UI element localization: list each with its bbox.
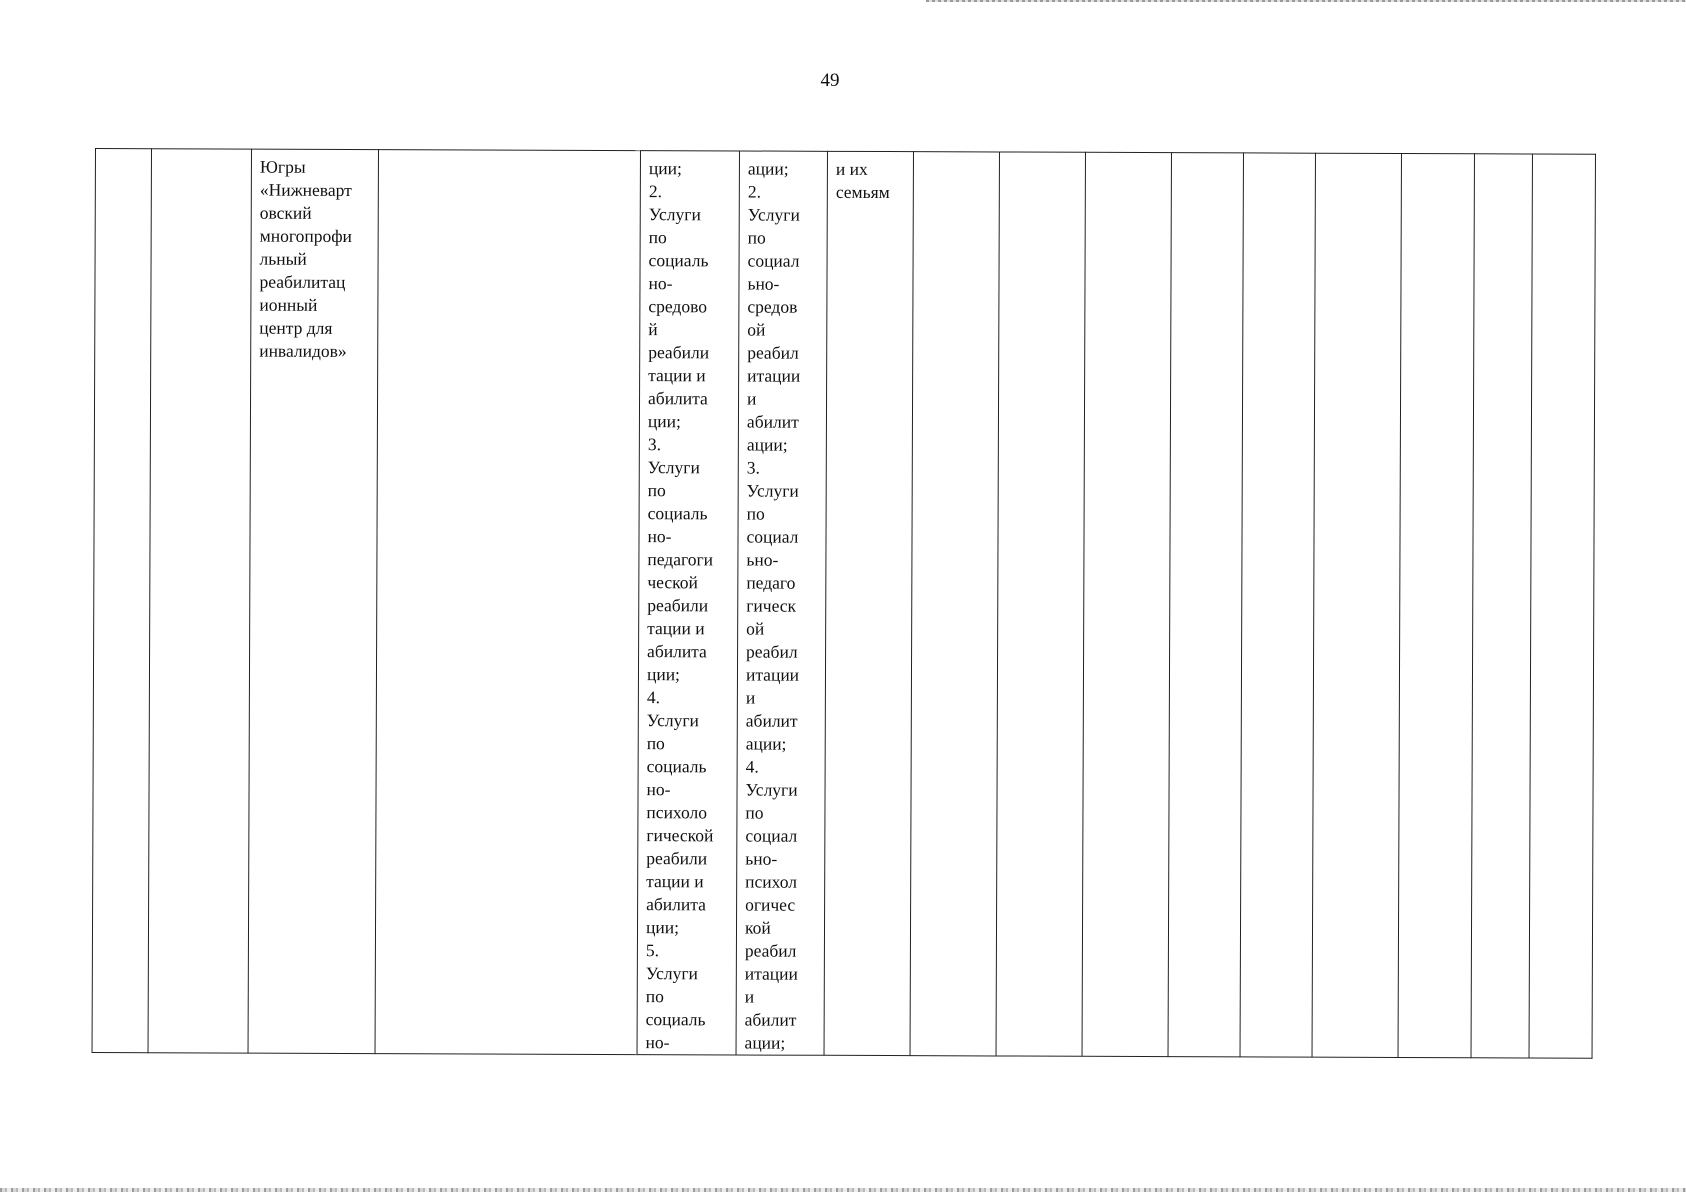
table-cell-empty (1529, 154, 1595, 1058)
table-cell-empty (148, 149, 251, 1053)
table-cell-empty (1168, 153, 1243, 1057)
table-cell-empty (1471, 154, 1532, 1058)
table-cell-recipients (824, 151, 913, 1055)
recipients-text: и их семьям (835, 158, 890, 203)
table-cell-institution (248, 149, 378, 1053)
data-table (92, 148, 1596, 1059)
table-cell-services-b (736, 151, 827, 1055)
table-row (92, 149, 1595, 1059)
table-cell-empty (996, 152, 1085, 1056)
scan-edge-top (926, 0, 1686, 2)
institution-name-text: Югры «Нижневарт овский многопрофи льный реабилитац ионный центр для инвалидов» (259, 156, 352, 361)
table-cell-empty (375, 150, 640, 1055)
page-number: 49 (820, 70, 840, 91)
services-list-a-text: ции; 2. Услуги по социаль но- средово й реабили тации и абилита ции; 3. Услуги по социаль но- педагоги ческой реабили тации и абилита ции; 4. Услуги по социаль но- психоло гической реабили тации и абилита ции; 5. Услуги по социаль но- (645, 158, 714, 1053)
scan-edge-bottom (0, 1188, 1686, 1192)
table-cell-empty (1398, 154, 1474, 1058)
table-cell-services-a (637, 151, 739, 1055)
table-container (92, 148, 1595, 1058)
table-cell-empty (910, 152, 999, 1056)
services-list-b-text: ации; 2. Услуги по социал ьно- средов ой реабил итации и абилит ации; 3. Услуги по социал ьно- педаго гическ ой реабил итации и абилит ации; 4. Услуги по социал ьно- психол огичес кой реабил итации и абилит ации; (744, 158, 801, 1053)
table-cell-empty (1312, 153, 1401, 1057)
table-cell-empty (92, 149, 151, 1053)
table-cell-empty (1082, 152, 1171, 1056)
table-cell-empty (1240, 153, 1315, 1057)
